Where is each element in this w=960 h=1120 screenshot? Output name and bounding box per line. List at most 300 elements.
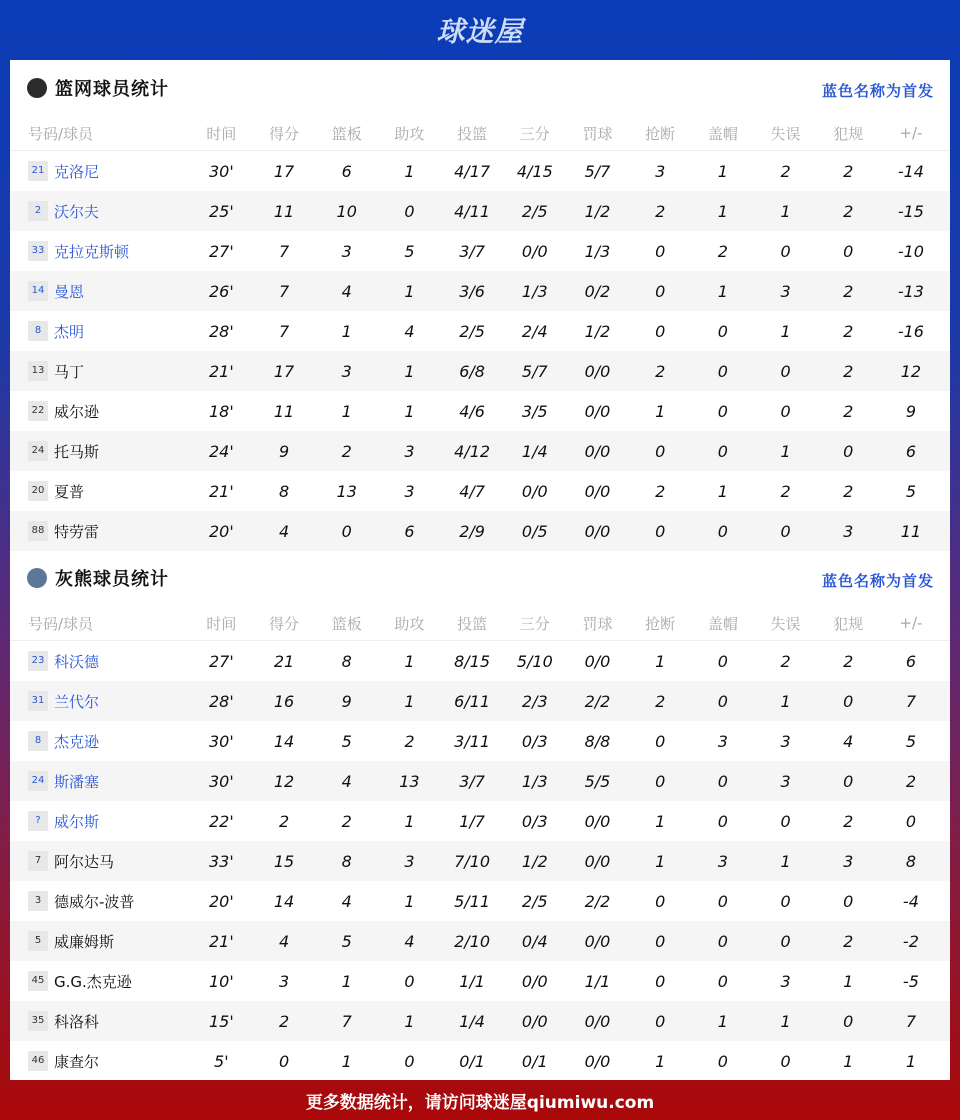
- header-bar: [0, 0, 960, 60]
- table-row[interactable]: [10, 271, 950, 311]
- footer-bar: [0, 1080, 960, 1120]
- stat-cell: 2: [905, 771, 916, 791]
- table-row[interactable]: [10, 921, 950, 961]
- column-header: 抢断: [645, 124, 676, 143]
- stat-cell: 1/4: [459, 1011, 485, 1031]
- stat-cell: 0: [717, 401, 728, 421]
- stat-cell: 25': [208, 201, 234, 221]
- table-row[interactable]: [10, 231, 950, 271]
- table-row[interactable]: [10, 151, 950, 191]
- stat-cell: 2/10: [454, 931, 491, 951]
- stat-cell: 0/0: [521, 481, 548, 501]
- column-header: 篮板: [331, 614, 362, 633]
- jersey-number: 5: [28, 931, 48, 951]
- table-row[interactable]: [10, 311, 950, 351]
- brand-logo: 球迷屋: [436, 15, 524, 48]
- stat-cell: 1: [404, 161, 415, 181]
- stat-cell: 1/7: [459, 811, 485, 831]
- jersey-number: 46: [28, 1051, 48, 1071]
- stat-cell: 0/0: [521, 971, 548, 991]
- stat-cell: 12: [273, 771, 295, 791]
- stat-cell: 6: [905, 651, 916, 671]
- table-row[interactable]: [10, 431, 950, 471]
- stat-cell: 20': [208, 891, 234, 911]
- jersey-number: 33: [28, 241, 48, 261]
- stat-cell: 3: [717, 731, 728, 751]
- player-name[interactable]: 杰克逊: [54, 732, 100, 751]
- player-name[interactable]: 斯潘塞: [54, 772, 100, 791]
- player-cell: [10, 771, 190, 792]
- table-row[interactable]: [10, 761, 950, 801]
- jersey-number: 21: [28, 161, 48, 181]
- column-header: 罚球: [582, 124, 613, 143]
- table-row[interactable]: [10, 351, 950, 391]
- table-header: [10, 116, 950, 151]
- player-name[interactable]: 德威尔-波普: [54, 892, 135, 911]
- stat-cell: 0: [717, 651, 728, 671]
- stat-cell: 3: [341, 241, 352, 261]
- stat-cell: 1: [655, 401, 666, 421]
- table-row[interactable]: [10, 511, 950, 551]
- stat-cell: 2: [843, 651, 854, 671]
- stat-cell: 0/0: [521, 1011, 548, 1031]
- stat-cell: 0: [780, 241, 791, 261]
- stat-cell: 5/7: [521, 361, 548, 381]
- stat-cell: 2/9: [459, 521, 485, 541]
- player-name[interactable]: 威廉姆斯: [54, 932, 115, 951]
- stat-cell: 2: [655, 691, 666, 711]
- stat-cell: 1: [404, 811, 415, 831]
- stat-cell: 33': [208, 851, 234, 871]
- stat-cell: 4/12: [454, 441, 491, 461]
- stat-cell: 3/6: [459, 281, 485, 301]
- player-name[interactable]: 兰代尔: [54, 692, 100, 711]
- stat-cell: 1: [717, 161, 728, 181]
- player-cell: [10, 161, 190, 182]
- stat-cell: 14: [273, 891, 295, 911]
- stat-cell: 5: [905, 481, 916, 501]
- column-header: 三分: [519, 614, 550, 633]
- player-cell: [10, 651, 190, 672]
- stat-cell: 0: [843, 241, 854, 261]
- player-name[interactable]: 威尔逊: [54, 402, 100, 421]
- jersey-number: 2: [28, 201, 48, 221]
- stat-cell: 0: [404, 1051, 415, 1071]
- player-name[interactable]: 曼恩: [54, 282, 85, 301]
- stat-cell: 1/2: [584, 201, 611, 221]
- stat-cell: 2: [843, 931, 854, 951]
- stat-cell: 0/4: [521, 931, 548, 951]
- table-row[interactable]: [10, 391, 950, 431]
- stat-cell: 1: [404, 281, 415, 301]
- stat-cell: 15': [208, 1011, 234, 1031]
- stat-cell: 27': [208, 651, 234, 671]
- stat-cell: 1: [655, 1051, 666, 1071]
- stat-cell: 3/11: [454, 731, 491, 751]
- stat-cell: 17: [273, 161, 295, 181]
- stat-cell: 2: [655, 201, 666, 221]
- stat-cell: 0: [717, 361, 728, 381]
- stat-cell: 0: [843, 1011, 854, 1031]
- stat-cell: 0: [655, 731, 666, 751]
- column-header: 盖帽: [707, 124, 738, 143]
- table-row[interactable]: [10, 681, 950, 721]
- player-cell: [10, 811, 190, 832]
- stat-cell: 1: [780, 441, 791, 461]
- player-cell: [10, 401, 190, 422]
- stat-cell: 1: [780, 1011, 791, 1031]
- stat-cell: 0: [780, 811, 791, 831]
- table-row[interactable]: [10, 191, 950, 231]
- section-title-text: 灰熊球员统计: [55, 569, 169, 590]
- starter-note: 蓝色名称为首发: [821, 82, 934, 100]
- stat-cell: 12: [900, 361, 922, 381]
- stat-cell: 6: [341, 161, 352, 181]
- team-section: [10, 550, 950, 1080]
- stat-cell: 3/5: [521, 401, 548, 421]
- stat-cell: 2/5: [521, 201, 548, 221]
- stat-cell: 15: [273, 851, 295, 871]
- stat-cell: 28': [208, 321, 234, 341]
- starter-note: 蓝色名称为首发: [821, 572, 934, 590]
- team-section: [10, 60, 950, 550]
- stat-cell: 2: [843, 811, 854, 831]
- jersey-number: 88: [28, 521, 48, 541]
- column-header: 得分: [269, 614, 300, 633]
- stat-cell: 0/0: [584, 441, 611, 461]
- stat-cell: -13: [897, 281, 924, 301]
- stat-cell: 4: [341, 771, 352, 791]
- jersey-number: 24: [28, 771, 48, 791]
- jersey-number: 3: [28, 891, 48, 911]
- jersey-number: 13: [28, 361, 48, 381]
- stat-cell: 3: [341, 361, 352, 381]
- stat-cell: 3: [404, 481, 415, 501]
- stat-cell: 2: [655, 481, 666, 501]
- stat-cell: 3: [404, 441, 415, 461]
- stat-cell: 0: [655, 1011, 666, 1031]
- stat-cell: 1/3: [584, 241, 611, 261]
- stat-cell: -5: [902, 971, 919, 991]
- stat-cell: 0/5: [521, 521, 548, 541]
- player-cell: [10, 931, 190, 952]
- player-name[interactable]: 夏普: [54, 482, 85, 501]
- stat-cell: 1: [780, 691, 791, 711]
- stat-cell: 2/2: [584, 691, 611, 711]
- stat-cell: 3: [655, 161, 666, 181]
- stat-cell: 1: [717, 1011, 728, 1031]
- stat-cell: 8: [905, 851, 916, 871]
- stat-cell: 0/0: [584, 521, 611, 541]
- stat-cell: 11: [273, 401, 295, 421]
- stat-cell: 30': [208, 161, 234, 181]
- stat-cell: 8: [341, 851, 352, 871]
- stat-cell: 1: [717, 201, 728, 221]
- stat-cell: 1/2: [584, 321, 611, 341]
- player-cell: [10, 321, 190, 342]
- player-name[interactable]: 特劳雷: [54, 522, 100, 541]
- team-logo-icon: [27, 78, 47, 98]
- stat-cell: -2: [902, 931, 919, 951]
- player-cell: [10, 441, 190, 462]
- stat-cell: 3/7: [459, 241, 485, 261]
- column-header: 时间: [206, 124, 237, 143]
- stat-cell: 2: [341, 441, 352, 461]
- jersey-number: 23: [28, 651, 48, 671]
- stat-cell: 20': [208, 521, 234, 541]
- player-name[interactable]: 沃尔夫: [54, 202, 100, 221]
- stat-cell: 4: [843, 731, 854, 751]
- stat-cell: 0/0: [584, 481, 611, 501]
- table-row[interactable]: [10, 881, 950, 921]
- stat-cell: 1: [341, 971, 352, 991]
- stat-cell: 8/8: [584, 731, 611, 751]
- stat-cell: 0/1: [459, 1051, 485, 1071]
- player-name[interactable]: 科洛科: [54, 1012, 100, 1031]
- stat-cell: 2/5: [521, 891, 548, 911]
- stat-cell: 1: [341, 1051, 352, 1071]
- table-row[interactable]: [10, 721, 950, 761]
- jersey-number: 8: [28, 321, 48, 341]
- table-row[interactable]: [10, 801, 950, 841]
- stat-cell: 2: [780, 481, 791, 501]
- stat-cell: 1/3: [521, 771, 548, 791]
- stat-cell: 4: [404, 931, 415, 951]
- stat-cell: 0: [717, 1051, 728, 1071]
- player-name[interactable]: 托马斯: [54, 442, 100, 461]
- stat-cell: 21': [208, 931, 234, 951]
- stat-cell: 0/0: [584, 851, 611, 871]
- stat-cell: 0/3: [521, 731, 548, 751]
- stat-cell: 26': [208, 281, 234, 301]
- stat-cell: 2: [843, 281, 854, 301]
- table-row[interactable]: [10, 961, 950, 1001]
- column-header: 失误: [770, 614, 801, 633]
- stat-cell: 5: [905, 731, 916, 751]
- stat-cell: 0: [780, 401, 791, 421]
- player-name[interactable]: 马丁: [54, 362, 85, 381]
- stat-cell: 0/3: [521, 811, 548, 831]
- column-header: 三分: [519, 124, 550, 143]
- table-row[interactable]: [10, 841, 950, 881]
- stat-cell: 11: [900, 521, 922, 541]
- stat-cell: 0/0: [584, 361, 611, 381]
- stat-cell: 4: [404, 321, 415, 341]
- stat-cell: 4/7: [459, 481, 485, 501]
- stat-cell: 0: [655, 971, 666, 991]
- stat-cell: 11: [273, 201, 295, 221]
- column-header: 得分: [269, 124, 300, 143]
- column-header: 盖帽: [707, 614, 738, 633]
- stat-cell: 0: [655, 771, 666, 791]
- stat-cell: 4/17: [454, 161, 491, 181]
- stat-cell: 0: [655, 321, 666, 341]
- stat-cell: -16: [897, 321, 924, 341]
- stat-cell: 0: [278, 1051, 290, 1071]
- player-cell: [10, 731, 190, 752]
- stat-cell: 3/7: [459, 771, 485, 791]
- stat-cell: 5': [214, 1051, 229, 1071]
- column-header: 犯规: [833, 614, 864, 633]
- stat-cell: 0: [717, 691, 728, 711]
- stat-cell: 3: [278, 971, 290, 991]
- stat-cell: -10: [897, 241, 924, 261]
- stat-cell: 2/4: [521, 321, 548, 341]
- column-header: 失误: [770, 124, 801, 143]
- stat-cell: 0: [717, 891, 728, 911]
- stat-cell: 9: [905, 401, 916, 421]
- table-row[interactable]: [10, 471, 950, 511]
- stat-cell: 1: [404, 651, 415, 671]
- stat-cell: 0: [717, 521, 728, 541]
- stat-cell: 4/11: [454, 201, 491, 221]
- stat-cell: 4: [278, 521, 290, 541]
- column-header: 抢断: [645, 614, 676, 633]
- stat-cell: 0/0: [584, 651, 611, 671]
- stat-cell: 1/1: [459, 971, 485, 991]
- column-header: 投篮: [457, 124, 488, 143]
- stat-cell: 3: [717, 851, 728, 871]
- stat-cell: 2: [843, 161, 854, 181]
- stat-cell: 1/1: [584, 971, 611, 991]
- stat-cell: 0: [717, 971, 728, 991]
- stat-cell: 0: [717, 441, 728, 461]
- stat-cell: 3: [843, 521, 854, 541]
- player-cell: [10, 481, 190, 502]
- stat-cell: 4: [341, 281, 352, 301]
- stat-cell: 4/15: [516, 161, 553, 181]
- stat-cell: 0: [655, 281, 666, 301]
- stat-cell: 3: [780, 281, 791, 301]
- stat-cell: 7: [341, 1011, 352, 1031]
- stat-cell: 0/0: [584, 931, 611, 951]
- column-header: 罚球: [582, 614, 613, 633]
- stat-cell: 0/0: [584, 1051, 611, 1071]
- stat-cell: 2: [843, 401, 854, 421]
- stat-cell: 2: [843, 321, 854, 341]
- stat-cell: 5: [341, 931, 352, 951]
- stat-cell: 2: [780, 651, 791, 671]
- player-name[interactable]: 康查尔: [54, 1052, 100, 1071]
- table-header: [10, 606, 950, 641]
- stat-cell: 2: [278, 1011, 290, 1031]
- stat-cell: 24': [208, 441, 234, 461]
- stat-cell: 5/5: [584, 771, 611, 791]
- stat-cell: -14: [897, 161, 924, 181]
- stat-cell: 0: [341, 521, 352, 541]
- stat-cell: 1: [717, 281, 728, 301]
- stat-cell: 4: [341, 891, 352, 911]
- player-cell: [10, 241, 190, 262]
- table-row[interactable]: [10, 1041, 950, 1081]
- stat-cell: 0: [780, 891, 791, 911]
- stat-cell: 1: [717, 481, 728, 501]
- column-header: 投篮: [457, 614, 488, 633]
- jersey-number: 8: [28, 731, 48, 751]
- stat-cell: 9: [278, 441, 290, 461]
- section-title: [10, 550, 950, 606]
- stat-cell: 0: [905, 811, 916, 831]
- stat-cell: 8: [278, 481, 290, 501]
- player-cell: [10, 691, 190, 712]
- stat-cell: 0: [780, 931, 791, 951]
- team-logo-icon: [27, 568, 47, 588]
- player-name[interactable]: 科沃德: [54, 652, 100, 671]
- stat-cell: 0: [404, 971, 415, 991]
- stat-cell: 2/2: [584, 891, 611, 911]
- stat-cell: 2: [843, 361, 854, 381]
- stat-cell: 0: [655, 891, 666, 911]
- stat-cell: 0: [717, 771, 728, 791]
- stat-cell: 7: [278, 241, 290, 261]
- player-name[interactable]: G.G.杰克逊: [54, 972, 132, 991]
- player-name[interactable]: 克洛尼: [54, 162, 100, 181]
- stat-cell: 7: [278, 281, 290, 301]
- stat-cell: 2: [341, 811, 352, 831]
- stat-cell: 5/11: [454, 891, 491, 911]
- stat-cell: 3: [843, 851, 854, 871]
- table-row[interactable]: [10, 1001, 950, 1041]
- player-name[interactable]: 杰明: [54, 322, 85, 341]
- stat-cell: 1: [780, 321, 791, 341]
- stat-cell: 2/3: [521, 691, 548, 711]
- player-name[interactable]: 威尔斯: [54, 812, 100, 831]
- stat-cell: 3: [780, 771, 791, 791]
- stat-cell: 6/8: [459, 361, 485, 381]
- stat-cell: 0/0: [584, 401, 611, 421]
- stat-cell: 7: [905, 1011, 916, 1031]
- stat-cell: 1: [780, 851, 791, 871]
- player-cell: [10, 361, 190, 382]
- player-cell: [10, 201, 190, 222]
- player-cell: [10, 851, 190, 872]
- stat-cell: 30': [208, 731, 234, 751]
- stat-cell: 1/4: [521, 441, 548, 461]
- stat-cell: 2: [404, 731, 415, 751]
- stat-cell: 0: [843, 691, 854, 711]
- jersey-number: 31: [28, 691, 48, 711]
- stat-cell: 21': [208, 361, 234, 381]
- stat-cell: 0: [843, 771, 854, 791]
- stat-cell: 0: [404, 201, 415, 221]
- stat-cell: 21': [208, 481, 234, 501]
- stat-cell: 9: [341, 691, 352, 711]
- player-name[interactable]: 阿尔达马: [54, 852, 115, 871]
- stat-cell: -4: [902, 891, 919, 911]
- player-name[interactable]: 克拉克斯顿: [54, 242, 130, 261]
- stat-cell: 2: [843, 201, 854, 221]
- stat-cell: 2: [717, 241, 728, 261]
- footer-text[interactable]: 更多数据统计，请访问球迷屋qiumiwu.com: [305, 1092, 655, 1113]
- stat-cell: 1: [404, 1011, 415, 1031]
- stat-cell: 0/0: [584, 1011, 611, 1031]
- stat-cell: 7/10: [454, 851, 491, 871]
- stat-cell: 1/3: [521, 281, 548, 301]
- stat-cell: 0: [655, 521, 666, 541]
- table-row[interactable]: [10, 641, 950, 681]
- stat-cell: 8/15: [454, 651, 491, 671]
- column-header: 篮板: [331, 124, 362, 143]
- stat-cell: 1: [843, 1051, 854, 1071]
- section-title-text: 篮网球员统计: [55, 79, 169, 100]
- stat-cell: 2: [843, 481, 854, 501]
- stat-cell: 4: [278, 931, 290, 951]
- stat-cell: 10': [208, 971, 234, 991]
- stat-cell: 30': [208, 771, 234, 791]
- stat-cell: 1: [655, 811, 666, 831]
- stat-cell: 1/2: [521, 851, 548, 871]
- stat-cell: 5: [341, 731, 352, 751]
